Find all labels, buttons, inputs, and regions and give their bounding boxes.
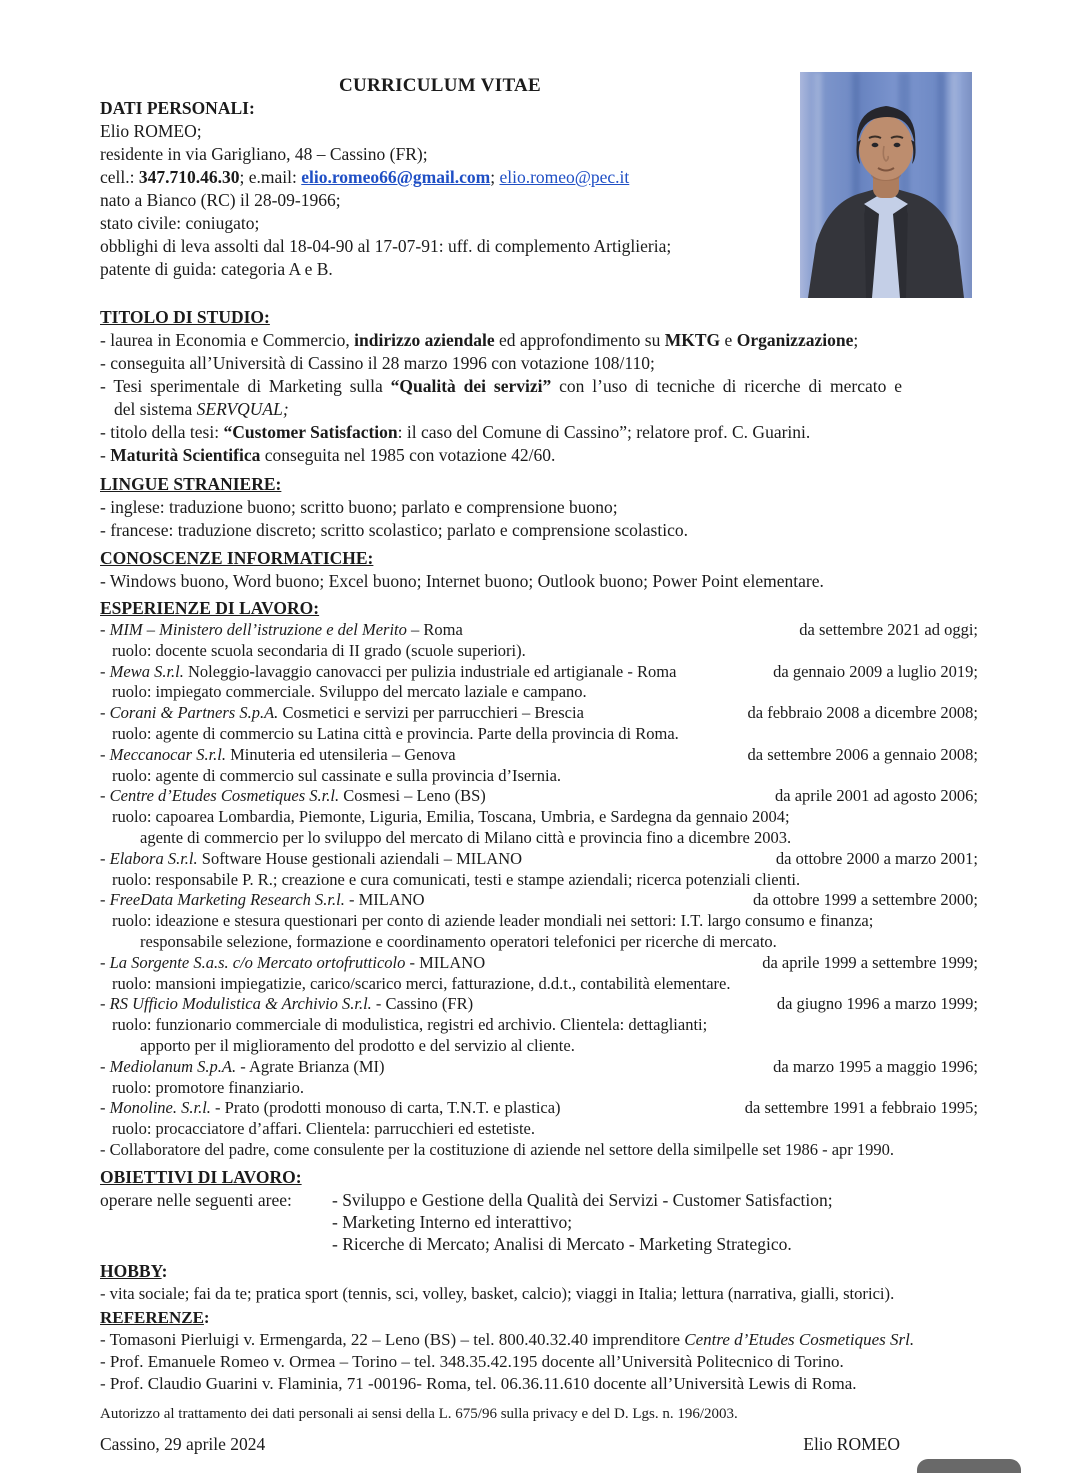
date-range: da settembre 2006 a gennaio 2008; — [747, 744, 978, 764]
company-desc: Cosmesi – Leno (BS) — [339, 786, 486, 806]
company-desc: - Prato (prodotti monouso di carta, T.N.T. e plastica) — [210, 1098, 561, 1118]
section-heading: DATI PERSONALI: — [100, 98, 255, 118]
section-hobby — [100, 1260, 978, 1305]
phone-number: 347.710.46.30 — [138, 167, 240, 187]
role-line: ruolo: capoarea Lombardia, Piemonte, Liguria, Emilia, Toscana, Umbria, e Sardegna da gennaio 2004; — [112, 807, 790, 827]
date-range: da settembre 2021 ad oggi; — [799, 620, 978, 639]
role-line: ruolo: responsabile P. R.; creazione e cura comunicati, testi e stampe aziendali; ricerca potenziali clienti. — [112, 869, 801, 889]
military-line: obblighi di leva assolti dal 18-04-90 al 17-07-91: uff. di complemento Artiglieria; — [100, 236, 672, 256]
company-name: Meccanocar S.r.l. — [109, 744, 227, 764]
company-desc: - MILANO — [344, 890, 425, 910]
company-desc: Noleggio-lavaggio canovacci per pulizia industriale ed artigianale - Roma — [183, 661, 677, 681]
company-name: Mediolanum S.p.A. — [109, 1056, 237, 1076]
hobby-line: - vita sociale; fai da te; pratica sport (tennis, sci, volley, basket, calcio); viaggi in Italia; lettura (narrativa, gialli, storici). — [100, 1283, 895, 1303]
birth-line: nato a Bianco (RC) il 28-09-1966; — [100, 190, 341, 210]
section-esperienze-di-lavoro — [100, 597, 978, 1161]
graduation-line: - conseguita all’Università di Cassino il 28 marzo 1996 con votazione 108/110; — [100, 353, 655, 373]
email-link-gmail[interactable]: elio.romeo66@gmail.com — [301, 167, 491, 187]
experience-entry — [100, 1057, 978, 1099]
experience-entry — [100, 849, 978, 891]
role-line: agente di commercio per lo sviluppo del mercato di Milano città e provincia fino a dicembre 2003. — [140, 827, 792, 847]
section-heading: REFERENZE: — [100, 1307, 210, 1327]
section-heading: TITOLO DI STUDIO: — [100, 307, 270, 327]
bullet: - — [100, 952, 106, 972]
portrait-illustration — [800, 72, 972, 298]
company-name: Centre d’Etudes Cosmetiques S.r.l. — [109, 786, 340, 806]
license-line: patente di guida: categoria A e B. — [100, 259, 333, 279]
company-name: RS Ufficio Modulistica & Archivio S.r.l. — [109, 994, 372, 1014]
experience-entry — [100, 786, 978, 848]
diploma-line: - Maturità Scientifica conseguita nel 1985 con votazione 42/60. — [100, 445, 556, 465]
company-name: Elabora S.r.l. — [109, 848, 198, 868]
section-lingue-straniere — [100, 473, 978, 542]
date-range: da febbraio 2008 a dicembre 2008; — [747, 703, 978, 723]
company-desc: - Agrate Brianza (MI) — [236, 1056, 385, 1076]
company-desc: - MILANO — [405, 952, 486, 972]
email-link-pec[interactable]: elio.romeo@pec.it — [499, 167, 630, 187]
it-skills-line: - Windows buono, Word buono; Excel buono; Internet buono; Outlook buono; Power Point elementare. — [100, 571, 824, 591]
role-line: ruolo: docente scuola secondaria di II grado (scuole superiori). — [112, 640, 526, 660]
privacy-authorization: Autorizzo al trattamento dei dati personali ai sensi della L. 675/96 sulla privacy e del D. Lgs. n. 196/2003. — [100, 1405, 738, 1422]
role-line: apporto per il miglioramento del prodotto e del servizio al cliente. — [140, 1035, 575, 1055]
section-heading: OBIETTIVI DI LAVORO: — [100, 1166, 302, 1187]
thesis-line-1: - Tesi sperimentale di Marketing sulla “Qualità dei servizi” con l’uso di tecniche di ricerche di mercato e — [100, 376, 902, 396]
bullet: - — [100, 890, 106, 910]
company-desc: – Roma — [406, 620, 463, 639]
role-line: responsabile selezione, formazione e coordinamento operatori telefonici per ricerche di mercato. — [140, 931, 777, 951]
thesis-line-2: del sistema SERVQUAL; — [114, 399, 289, 419]
company-name: FreeData Marketing Research S.r.l. — [109, 890, 345, 910]
bullet: - — [100, 848, 106, 868]
cell-label: cell.: — [100, 167, 139, 187]
role-line: ruolo: funzionario commerciale di modulistica, registri ed archivio. Clientela: dettaglianti; — [112, 1015, 708, 1035]
company-desc: Cosmetici e servizi per parrucchieri – Brescia — [278, 703, 584, 723]
bullet: - — [100, 620, 106, 639]
experience-entry — [100, 662, 978, 704]
role-line: ruolo: agente di commercio su Latina città e provincia. Parte della provincia di Roma. — [112, 723, 679, 743]
section-conoscenze-informatiche — [100, 547, 978, 593]
experience-entry — [100, 994, 978, 1056]
company-name: La Sorgente S.a.s. c/o Mercato ortofrutticolo — [109, 952, 406, 972]
scrollbar-thumb[interactable] — [917, 1459, 1021, 1473]
date-range: da ottobre 2000 a marzo 2001; — [775, 848, 978, 868]
degree-line: - laurea in Economia e Commercio, indirizzo aziendale ed approfondimento su MKTG e Organizzazione; — [100, 330, 859, 350]
company-name: Corani & Partners S.p.A. — [109, 703, 279, 723]
reference-line: - Prof. Claudio Guarini v. Flaminia, 71 -00196- Roma, tel. 06.36.11.610 docente all’Università Lewis di Roma. — [100, 1373, 857, 1393]
bullet: - — [100, 661, 106, 681]
bullet: - — [100, 703, 106, 723]
section-heading: LINGUE STRANIERE: — [100, 474, 282, 494]
reference-line: - Prof. Emanuele Romeo v. Ormea – Torino – tel. 348.35.42.195 docente all’Università Politecnico di Torino. — [100, 1351, 844, 1371]
section-heading: CONOSCENZE INFORMATICHE: — [100, 548, 374, 568]
page-title: CURRICULUM VITAE — [338, 75, 542, 96]
objectives-list — [332, 1189, 833, 1256]
experience-entry — [100, 1098, 978, 1140]
date-range: da giugno 1996 a marzo 1999; — [776, 994, 978, 1014]
signature: Elio ROMEO — [803, 1433, 900, 1454]
role-line: ruolo: mansioni impiegatizie, carico/scarico merci, fatturazione, d.d.t., contabilità elementare. — [112, 973, 731, 993]
company-desc: Minuteria ed utensileria – Genova — [226, 744, 456, 764]
section-heading: HOBBY: — [100, 1260, 168, 1281]
date-range: da aprile 2001 ad agosto 2006; — [775, 786, 978, 806]
bullet: - — [100, 786, 106, 806]
experience-entry — [100, 745, 978, 787]
thesis-title-line: - titolo della tesi: “Customer Satisfaction: il caso del Comune di Cassino”; relatore prof. C. Guarini. — [100, 422, 811, 442]
name-line: Elio ROMEO; — [100, 121, 202, 141]
section-titolo-di-studio — [100, 306, 978, 467]
objective-item: - Ricerche di Mercato; Analisi di Mercato - Marketing Strategico. — [332, 1234, 792, 1255]
objective-item: - Sviluppo e Gestione della Qualità dei Servizi - Customer Satisfaction; — [332, 1189, 833, 1210]
date-range: da aprile 1999 a settembre 1999; — [762, 952, 978, 972]
objectives-label: operare nelle seguenti aree: — [100, 1189, 292, 1210]
email-label: ; e.mail: — [239, 167, 302, 187]
language-line: - inglese: traduzione buono; scritto buono; parlato e comprensione buono; — [100, 497, 618, 517]
date-range: da marzo 1995 a maggio 1996; — [773, 1056, 978, 1076]
language-line: - francese: traduzione discreto; scritto scolastico; parlato e comprensione scolastico. — [100, 520, 688, 540]
bullet: - — [100, 1056, 106, 1076]
bullet: - — [100, 744, 106, 764]
bullet: - — [100, 1098, 106, 1118]
email-separator: ; — [490, 167, 500, 187]
section-referenze — [100, 1307, 978, 1395]
address-line: residente in via Garigliano, 48 – Cassino (FR); — [100, 144, 428, 164]
profile-photo — [800, 72, 972, 298]
role-line: ruolo: procacciatore d’affari. Clientela: parrucchieri ed estetiste. — [112, 1119, 535, 1139]
date-range: da ottobre 1999 a settembre 2000; — [753, 890, 978, 910]
company-desc: - Cassino (FR) — [371, 994, 474, 1014]
date-range: da settembre 1991 a febbraio 1995; — [744, 1098, 978, 1118]
experience-entry — [100, 953, 978, 995]
section-heading: ESPERIENZE DI LAVORO: — [100, 598, 320, 618]
role-line: ruolo: agente di commercio sul cassinate e sulla provincia d’Isernia. — [112, 765, 562, 785]
objective-item: - Marketing Interno ed interattivo; — [332, 1212, 573, 1233]
reference-line: - Tomasoni Pierluigi v. Ermengarda, 22 – Leno (BS) – tel. 800.40.32.40 imprenditore Centre d’Etudes Cosmetiques Srl. — [100, 1329, 915, 1349]
role-line: ruolo: impiegato commerciale. Sviluppo del mercato laziale e campano. — [112, 682, 587, 702]
company-desc: Software House gestionali aziendali – MILANO — [197, 848, 523, 868]
place-date: Cassino, 29 aprile 2024 — [100, 1433, 266, 1454]
experience-entry — [100, 703, 978, 745]
experience-note: - Collaboratore del padre, come consulente per la costituzione di aziende nel settore della similpelle set 1986 - apr 1990. — [100, 1139, 895, 1159]
marital-line: stato civile: coniugato; — [100, 213, 260, 233]
company-name: Mewa S.r.l. — [109, 661, 184, 681]
experience-entry — [100, 620, 978, 662]
role-line: ruolo: ideazione e stesura questionari per conto di aziende leader mondiali nei settori: I.T. largo consumo e finanza; — [112, 911, 874, 931]
experience-entry — [100, 890, 978, 952]
company-name: Monoline. S.r.l. — [109, 1098, 211, 1118]
bullet: - — [100, 994, 106, 1014]
role-line: ruolo: promotore finanziario. — [112, 1077, 304, 1097]
footer-row — [100, 1433, 978, 1456]
section-obiettivi-di-lavoro — [100, 1166, 978, 1256]
date-range: da gennaio 2009 a luglio 2019; — [773, 661, 978, 681]
company-name: MIM – Ministero dell’istruzione e del Merito — [109, 620, 407, 639]
